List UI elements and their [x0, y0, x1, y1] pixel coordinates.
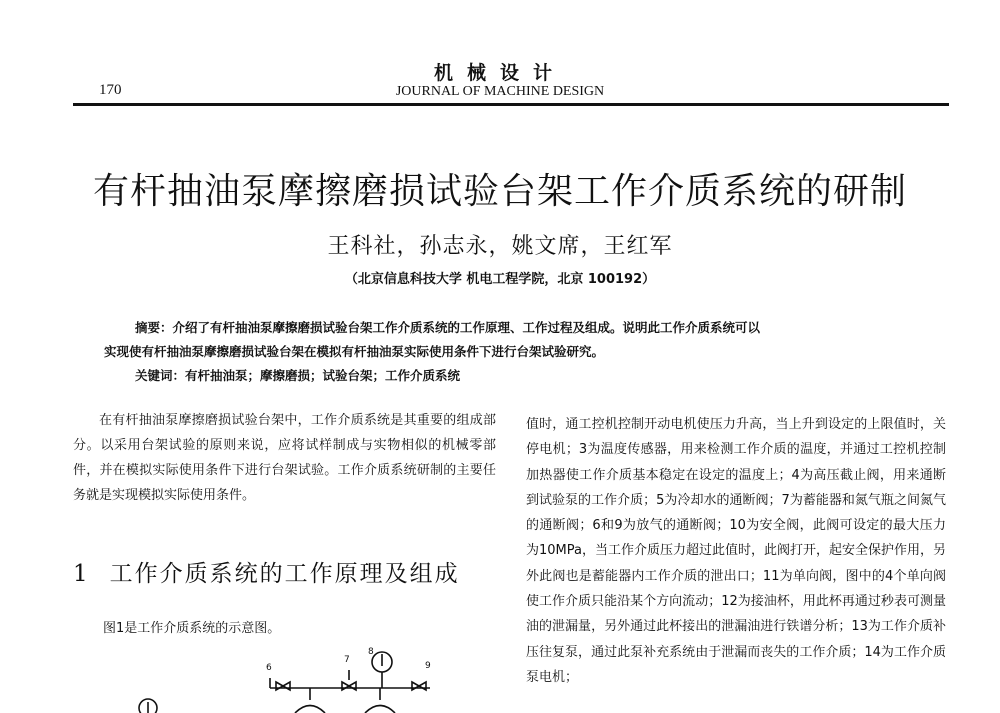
right-column [526, 412, 946, 690]
figure-label-7: 7 [344, 655, 350, 665]
page-number: 170 [99, 82, 122, 98]
intro-paragraph: 在有杆抽油泵摩擦磨损试验台架中，工作介质系统是其重要的组成部分。以采用台架试验的原则来说，应将试样制成与实物相似的机械零部件，并在模拟实际使用条件下进行台架试验。工作介质系统研制的主要任务就是实现模拟实际使用条件。 [73, 413, 496, 503]
header-rule [73, 103, 949, 106]
figure-label-6: 6 [266, 663, 272, 673]
figure-1-schematic [130, 640, 450, 713]
vessel-left [295, 706, 325, 713]
figure-label-8: 8 [368, 647, 374, 657]
figure-reference: 图1是工作介质系统的示意图。 [103, 621, 281, 636]
abstract-block [104, 316, 934, 388]
journal-name-en: JOURNAL OF MACHINE DESIGN [395, 84, 605, 99]
section-number: 1 [73, 561, 90, 587]
section-heading [73, 555, 460, 588]
left-column [73, 408, 496, 508]
article-affiliation: （北京信息科技大学 机电工程学院，北京 100192） [344, 272, 656, 287]
keywords: 关键词：有杆抽油泵；摩擦磨损；试验台架；工作介质系统 [135, 368, 461, 383]
article-authors: 王科社，孙志永，姚文席，王红军 [327, 234, 673, 259]
abstract-line-2: 实现使有杆抽油泵摩擦磨损试验台架在模拟有杆抽油泵实际使用条件下进行台架试验研究。 [104, 344, 605, 359]
section-title: 工作介质系统的工作原理及组成 [109, 561, 460, 587]
vessel-right [365, 706, 395, 713]
figure-label-9: 9 [425, 661, 431, 671]
abstract-line-1: 摘要：介绍了有杆抽油泵摩擦磨损试验台架工作介质系统的工作原理、工作过程及组成。说明此工作介质系统可以 [135, 320, 761, 335]
article-title: 有杆抽油泵摩擦磨损试验台架工作介质系统的研制 [92, 171, 907, 212]
journal-name-cn: 机械设计 [433, 62, 566, 84]
right-column-paragraph: 值时，通工控机控制开动电机使压力升高，当上升到设定的上限值时，关停电机；3为温度传感器，用来检测工作介质的温度，并通过工控机控制加热器使工作介质基本稳定在设定的温度上；4为高压截止阀，用来通断到试验泵的工作介质；5为冷却水的通断阀；7为蓄能器和氮气瓶之间氮气的通断阀；6和9为放气的通断阀；10为安全阀，此阀可设定的最大压力为10MPa，当工作介质压力超过此值时，此阀打开，起安全保护作用，另外此阀也是蓄能器内工作介质的泄出口；11为单向阀，图中的4个单向阀使工作介质只能沿某个方向流动；12为接油杯，用此杯再通过秒表可测量油的泄漏量，另外通过此杯接出的泄漏油进行铁谱分析；13为工作介质补压往复泵，通过此泵补充系统由于泄漏而丧失的工作介质；14为工作介质泵电机； [526, 417, 946, 685]
